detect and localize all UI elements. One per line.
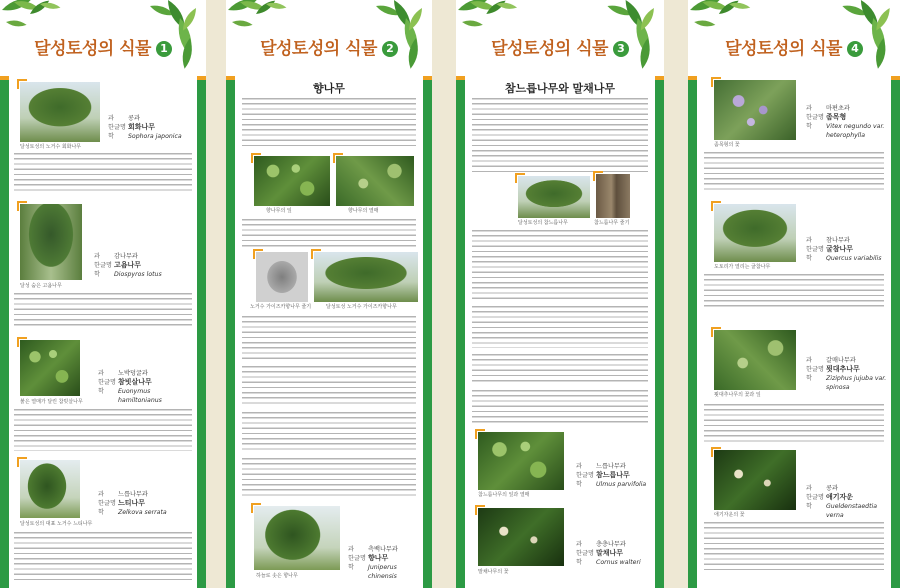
poster-panel-2 [226, 0, 432, 588]
description-text-block [242, 366, 416, 406]
panel-title [0, 34, 206, 59]
poster-panel-4 [688, 0, 900, 588]
family-label: 과 [576, 541, 582, 548]
scientific-name-value: Gueldenstaedtia verna [826, 503, 878, 519]
frame-right-bar [655, 76, 664, 588]
photo-caption: 향나무의 열매 [348, 208, 379, 214]
plant-photo [256, 252, 308, 302]
description-text-block [472, 98, 648, 172]
plant-photo [20, 340, 80, 396]
scientific-name-value: Ulmus parvifolia [596, 481, 647, 488]
photo-caption: 향나무의 잎 [266, 208, 292, 214]
panel-title-text: 달성토성의 식물 [491, 39, 608, 59]
korean-name-label: 한글명 [94, 262, 112, 269]
frame-left-bar [0, 76, 9, 588]
frame-right-bar [423, 76, 432, 588]
scientific-name-label: 학 [108, 133, 114, 140]
family-value: 참나무과 [826, 237, 850, 244]
panel-number-badge: 4 [847, 41, 863, 57]
description-text-block [14, 153, 192, 193]
panel-number-badge: 3 [613, 41, 629, 57]
photo-caption: 붉은 열매가 달린 참빗살나무 [20, 399, 83, 405]
korean-name-value: 참빗살나무 [118, 378, 152, 386]
scientific-name-value: Cornus walteri [596, 559, 641, 566]
family-label: 과 [806, 357, 812, 364]
korean-name-label: 한글명 [576, 550, 594, 557]
photo-caption: 달성토성의 참느릅나무 [518, 220, 568, 226]
panel-title [456, 34, 664, 59]
frame-right-bar [197, 76, 206, 588]
scientific-name-label: 학 [806, 503, 812, 510]
korean-name-value: 고욤나무 [114, 261, 142, 269]
photo-caption: 하늘로 솟은 향나무 [256, 573, 298, 579]
plant-photo [478, 508, 564, 566]
photo-caption: 달성토성의 노거수 회화나무 [20, 144, 82, 150]
family-label: 과 [108, 115, 114, 122]
photo-caption: 묏대추나무의 꽃과 잎 [714, 392, 761, 398]
family-value: 갈매나무과 [826, 357, 856, 364]
scientific-name-value: Diospyros lotus [114, 271, 162, 278]
family-value: 층층나무과 [596, 541, 626, 548]
plant-photo [714, 330, 796, 390]
korean-name-label: 한글명 [806, 366, 824, 373]
plant-info [806, 484, 888, 520]
plant-photo [714, 204, 796, 262]
panel-number-badge: 2 [382, 41, 398, 57]
description-text-block [704, 404, 884, 442]
plant-info [98, 490, 194, 517]
photo-caption: 애기자운의 꽃 [714, 512, 745, 518]
family-value: 감나무과 [114, 253, 138, 260]
family-value: 콩과 [826, 485, 838, 492]
scientific-name-label: 학 [806, 123, 812, 130]
plant-photo [254, 156, 330, 206]
korean-name-label: 한글명 [348, 555, 366, 562]
description-text-block [242, 316, 416, 360]
korean-name-label: 한글명 [98, 500, 116, 507]
scientific-name-label: 학 [576, 481, 582, 488]
photo-caption: 달성 숨은 고욤나무 [20, 283, 62, 289]
plant-photo [20, 82, 100, 142]
section-heading: 참느릅나무와 말채나무 [504, 82, 616, 95]
scientific-name-value: Ziziphus jujuba var. spinosa [826, 375, 887, 391]
panel-title-text: 달성토성의 식물 [260, 39, 377, 59]
plant-info [348, 545, 422, 581]
photo-caption: 달성토성의 대표 노거수 느티나무 [20, 521, 93, 527]
scientific-name-label: 학 [98, 509, 104, 516]
frame-left-bar [456, 76, 465, 588]
description-text-block [242, 458, 416, 498]
photo-caption: 참느릅나무 줄기 [594, 220, 630, 226]
description-text-block [704, 274, 884, 308]
panel-title-text: 달성토성의 식물 [725, 39, 842, 59]
description-text-block [14, 532, 192, 580]
scientific-name-value: Quercus variabilis [826, 255, 882, 262]
scientific-name-label: 학 [94, 271, 100, 278]
korean-name-value: 느티나무 [118, 499, 146, 507]
family-value: 느릅나무과 [118, 491, 148, 498]
scientific-name-value: Juniperus chinensis [368, 564, 397, 580]
plant-photo [336, 156, 414, 206]
description-text-block [472, 354, 648, 382]
family-label: 과 [806, 485, 812, 492]
korean-name-value: 회화나무 [128, 123, 156, 131]
korean-name-value: 애기자운 [826, 493, 854, 501]
family-label: 과 [98, 370, 104, 377]
frame-right-bar [891, 76, 900, 588]
plant-info [98, 369, 194, 405]
family-label: 과 [348, 546, 354, 553]
family-label: 과 [576, 463, 582, 470]
plant-photo [478, 432, 564, 490]
description-text-block [704, 522, 884, 574]
panel-title [226, 34, 432, 59]
scientific-name-value: Vitex negundo var. heterophylla [826, 123, 885, 139]
scientific-name-label: 학 [348, 564, 354, 571]
frame-left-bar [226, 76, 235, 588]
section-heading: 향나무 [313, 82, 345, 95]
plant-info [94, 252, 194, 279]
korean-name-label: 한글명 [806, 114, 824, 121]
scientific-name-label: 학 [98, 388, 104, 395]
scientific-name-value: Zelkova serrata [118, 509, 167, 516]
photo-caption: 참느릅나무의 잎과 열매 [478, 492, 530, 498]
plant-photo [314, 252, 418, 302]
scientific-name-label: 학 [806, 375, 812, 382]
plant-photo [20, 460, 80, 518]
plant-info [806, 104, 888, 140]
description-text-block [472, 306, 648, 348]
plant-photo [20, 204, 82, 280]
korean-name-value: 굴참나무 [826, 245, 854, 253]
scientific-name-label: 학 [806, 255, 812, 262]
plant-photo [596, 174, 630, 218]
description-text-block [14, 409, 192, 451]
description-text-block [472, 390, 648, 424]
korean-name-value: 묏대추나무 [826, 365, 860, 373]
family-label: 과 [98, 491, 104, 498]
family-label: 과 [94, 253, 100, 260]
panel-number-badge: 1 [156, 41, 172, 57]
korean-name-label: 한글명 [108, 124, 126, 131]
poster-panel-1 [0, 0, 206, 588]
photo-caption: 달성토성 노거수 가이즈카향나무 [326, 304, 397, 310]
korean-name-label: 한글명 [98, 379, 116, 386]
description-text-block [704, 152, 884, 192]
korean-name-label: 한글명 [806, 494, 824, 501]
description-text-block [242, 412, 416, 452]
family-value: 측백나무과 [368, 546, 398, 553]
korean-name-label: 한글명 [576, 472, 594, 479]
plant-photo [254, 506, 340, 570]
family-value: 마편초과 [826, 105, 850, 112]
korean-name-label: 한글명 [806, 246, 824, 253]
family-value: 콩과 [128, 115, 140, 122]
korean-name-value: 참느릅나무 [596, 471, 630, 479]
korean-name-value: 좀목형 [826, 113, 847, 121]
scientific-name-value: Sophora japonica [128, 133, 182, 140]
plant-info [576, 462, 652, 489]
frame-left-bar [688, 76, 697, 588]
photo-caption: 말채나무의 꽃 [478, 569, 509, 575]
description-text-block [242, 219, 416, 247]
family-value: 느릅나무과 [596, 463, 626, 470]
plant-photo [714, 80, 796, 140]
family-label: 과 [806, 105, 812, 112]
description-text-block [14, 293, 192, 327]
photo-caption: 도토리가 열리는 굴참나무 [714, 264, 771, 270]
plant-photo [518, 176, 590, 218]
plant-info [108, 114, 194, 141]
panel-title-text: 달성토성의 식물 [34, 39, 151, 59]
photo-caption: 좀목형의 꽃 [714, 142, 740, 148]
scientific-name-label: 학 [576, 559, 582, 566]
panel-title [688, 34, 900, 59]
plant-info [806, 236, 888, 263]
plant-info [576, 540, 652, 567]
family-label: 과 [806, 237, 812, 244]
family-value: 노박덩굴과 [118, 370, 148, 377]
korean-name-value: 말채나무 [596, 549, 624, 557]
korean-name-value: 향나무 [368, 554, 389, 562]
scientific-name-value: Euonymus hamiltonianus [118, 388, 162, 404]
description-text-block [242, 98, 416, 150]
photo-caption: 노거수 가이즈카향나무 줄기 [250, 304, 312, 310]
plant-photo [714, 450, 796, 510]
description-text-block [472, 230, 648, 300]
plant-info [806, 356, 888, 392]
poster-panel-3 [456, 0, 664, 588]
